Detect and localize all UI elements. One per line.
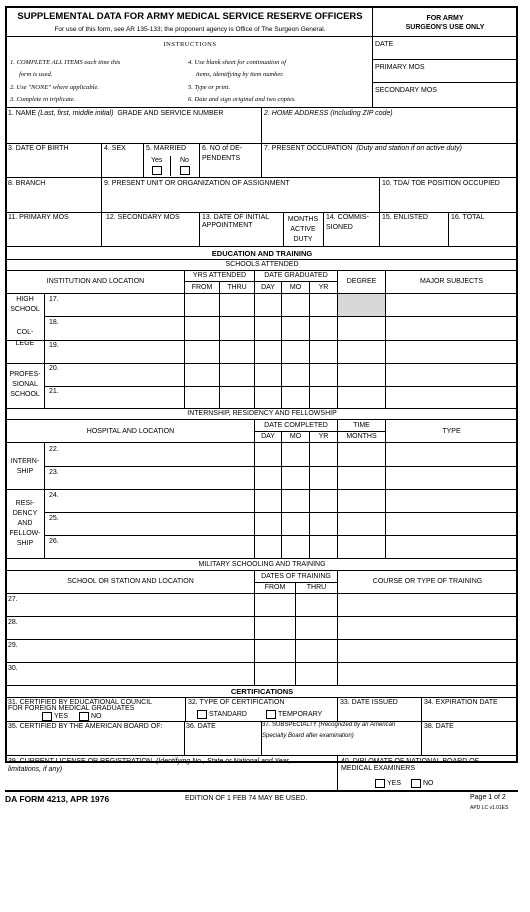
edition-note: EDITION OF 1 FEB 74 MAY BE USED. — [185, 795, 308, 802]
col-school-station: SCHOOL OR STATION AND LOCATION — [67, 578, 194, 585]
col-dates-of-training: DATES OF TRAINING — [261, 573, 331, 580]
months-active-duty-label-2: ACTIVE — [290, 226, 316, 233]
commissioned-field[interactable] — [324, 233, 378, 245]
row-19: 19. — [49, 342, 59, 349]
form-id: DA FORM 4213, APR 1976 — [5, 794, 110, 804]
sex-label: 4. SEX — [104, 145, 126, 152]
row-24: 24. — [49, 492, 59, 499]
residency-label-4: FELLOW- — [9, 530, 41, 537]
initial-appointment-label: 13. DATE OF INITIAL — [202, 214, 270, 221]
college-label: COL- — [16, 329, 34, 336]
ecfmg-label: 31. CERTIFIED BY EDUCATIONAL COUNCIL — [8, 699, 153, 706]
col-course: COURSE OR TYPE OF TRAINING — [372, 578, 483, 585]
col-thru: THRU — [227, 284, 247, 291]
license-hint: limitations, if any) — [8, 766, 63, 773]
date-issued-field[interactable] — [338, 708, 420, 720]
residency-label-2: DENCY — [12, 510, 38, 517]
date-issued-label: 33. DATE ISSUED — [340, 699, 398, 706]
board-date-field[interactable] — [185, 732, 260, 754]
row-28: 28. — [8, 619, 18, 626]
instruction-2: 2. Use "NONE" where applicable. — [10, 84, 99, 91]
row-27: 27. — [8, 596, 18, 603]
home-address-label: 2. HOME ADDRESS (Including ZIP code) — [264, 110, 393, 117]
row-18: 18. — [49, 319, 59, 326]
ecfmg-no-checkbox[interactable] — [79, 712, 89, 721]
american-board-label: 35. CERTIFIED BY THE AMERICAN BOARD OF: — [8, 723, 163, 730]
instructions-title: INSTRUCTIONS — [163, 41, 217, 48]
row-17: 17. — [49, 296, 59, 303]
standard-label: STANDARD — [209, 711, 247, 718]
total-field[interactable] — [449, 223, 516, 245]
professional-label-2: SIONAL — [12, 381, 38, 388]
expiration-date-label: 34. EXPIRATION DATE — [424, 699, 498, 706]
col-mil-from: FROM — [264, 584, 286, 591]
branch-field[interactable] — [7, 189, 101, 211]
col-mil-thru: THRU — [306, 584, 327, 591]
married-no-checkbox[interactable] — [180, 166, 190, 175]
col-time: TIME — [353, 422, 370, 429]
col-major-subjects: MAJOR SUBJECTS — [419, 278, 483, 285]
tda-toe-field[interactable] — [380, 189, 516, 211]
residency-label: RESI- — [15, 500, 35, 507]
schools-attended-title: SCHOOLS ATTENDED — [225, 261, 299, 268]
board-date-label: 36. DATE — [186, 723, 216, 730]
internship-title: INTERNSHIP, RESIDENCY AND FELLOWSHIP — [187, 410, 337, 417]
col-int-mo: MO — [289, 433, 302, 440]
unit-label: 9. PRESENT UNIT OR ORGANIZATION OF ASSIGNMENT — [104, 180, 290, 187]
ecfmg-no-label: NO — [91, 713, 102, 720]
subspecialty-field[interactable] — [262, 742, 420, 754]
subspecialty-date-field[interactable] — [422, 732, 516, 754]
instruction-4: 4. Use blank sheet for continuation of — [188, 59, 287, 66]
tda-toe-label: 10. TDA/ TOE POSITION OCCUPIED — [382, 180, 500, 187]
enlisted-label: 15. ENLISTED — [382, 214, 428, 221]
residency-label-3: AND — [17, 520, 33, 527]
months-active-duty-label-3: DUTY — [293, 236, 313, 243]
subspecialty-hint: Specialty Board after examination) — [262, 733, 354, 739]
temporary-label: TEMPORARY — [278, 711, 323, 718]
occupation-field[interactable] — [262, 154, 516, 176]
col-yrs-attended: YRS ATTENDED — [192, 272, 247, 279]
col-date-graduated: DATE GRADUATED — [264, 272, 328, 279]
professional-label-3: SCHOOL — [10, 391, 40, 398]
dob-field[interactable] — [7, 144, 101, 176]
degree-shaded-cell — [338, 294, 385, 316]
instruction-4-cont: items, identifying by item number. — [196, 71, 284, 78]
certifications-title: CERTIFICATIONS — [230, 687, 294, 696]
form-code: APD LC v1.01ES — [470, 805, 509, 811]
ecfmg-label-cont: FOR FOREIGN MEDICAL GRADUATES — [8, 705, 135, 712]
col-mo: MO — [289, 284, 302, 291]
surgeon-secondary-mos-label: SECONDARY MOS — [375, 87, 437, 94]
diplomate-label-cont: MEDICAL EXAMINERS — [341, 765, 416, 772]
standard-checkbox[interactable] — [197, 710, 207, 719]
col-months: MONTHS — [346, 433, 377, 440]
instruction-6: 6. Date and sign original and two copies. — [188, 96, 296, 103]
diplomate-no-checkbox[interactable] — [411, 779, 421, 788]
col-institution: INSTITUTION AND LOCATION — [46, 278, 145, 285]
college-label-2: LEGE — [15, 340, 35, 347]
commissioned-label: 14. COMMIS- — [326, 214, 369, 221]
secondary-mos-label: 12. SECONDARY MOS — [106, 214, 180, 221]
license-label: 39. CURRENT LICENSE OR REGISTRATION (Identifying No., State or National and Year, — [8, 758, 291, 765]
row-25: 25. — [49, 515, 59, 522]
col-int-day: DAY — [261, 433, 275, 440]
subspecialty-label: 37. SUBSPECIALTY (Recognized by an American — [262, 722, 396, 728]
internship-label: INTERN- — [10, 458, 40, 465]
name-label: 1. NAME (Last, first, middle initial) GRADE AND SERVICE NUMBER — [8, 110, 224, 117]
row-20: 20. — [49, 365, 59, 372]
diplomate-label: 40. DIPLOMATE OF NATIONAL BOARD OF — [341, 758, 479, 765]
instruction-3: 3. Complete in triplicate. — [10, 96, 76, 103]
branch-label: 8. BRANCH — [8, 180, 46, 187]
row-29: 29. — [8, 642, 18, 649]
dependents-label: 6. NO of DE- — [202, 145, 243, 152]
form-bottom-border — [5, 790, 518, 792]
form-subtitle: For use of this form, see AR 135-133; the proponent agency is Office of The Surgeon General. — [54, 26, 326, 33]
col-int-yr: YR — [318, 433, 329, 440]
row-21: 21. — [49, 388, 59, 395]
temporary-checkbox[interactable] — [266, 710, 276, 719]
married-label: 5. MARRIED — [146, 145, 187, 152]
instruction-5: 5. Type or print. — [188, 84, 230, 91]
high-school-label: HIGH — [16, 296, 34, 303]
col-yr: YR — [318, 284, 329, 291]
col-from: FROM — [191, 284, 213, 291]
page-number: Page 1 of 2 — [470, 794, 506, 801]
diplomate-no-label: NO — [423, 780, 434, 787]
unit-field[interactable] — [102, 189, 378, 211]
months-active-duty-label-1: MONTHS — [287, 216, 319, 223]
secondary-mos-field[interactable] — [102, 223, 198, 245]
col-day: DAY — [261, 284, 275, 291]
residency-label-5: SHIP — [16, 540, 34, 547]
internship-label-2: SHIP — [16, 468, 34, 475]
ecfmg-yes-checkbox[interactable] — [42, 712, 52, 721]
row-22: 22. — [49, 446, 59, 453]
ecfmg-yes-label: YES — [54, 713, 69, 720]
initial-appointment-label-cont: APPOINTMENT — [202, 222, 253, 229]
dependents-label-cont: PENDENTS — [202, 155, 241, 162]
diplomate-yes-checkbox[interactable] — [375, 779, 385, 788]
american-board-field[interactable] — [7, 732, 183, 754]
primary-mos-label: 11. PRIMARY MOS — [8, 214, 69, 221]
dob-label: 3. DATE OF BIRTH — [8, 145, 69, 152]
surgeon-use-label: FOR ARMY SURGEON'S USE ONLY — [405, 15, 485, 31]
married-yes-label: Yes — [151, 157, 163, 164]
row-30: 30. — [8, 665, 18, 672]
married-yes-checkbox[interactable] — [152, 166, 162, 175]
primary-mos-field[interactable] — [7, 223, 101, 245]
col-hospital: HOSPITAL AND LOCATION — [86, 428, 175, 435]
occupation-label: 7. PRESENT OCCUPATION (Duty and station if on active duty) — [264, 145, 463, 152]
expiration-date-field[interactable] — [422, 708, 516, 720]
row-23: 23. — [49, 469, 59, 476]
professional-label: PROFES- — [9, 371, 41, 378]
license-field[interactable] — [7, 775, 336, 789]
cert-type-label: 32. TYPE OF CERTIFICATION — [188, 699, 285, 706]
diplomate-yes-label: YES — [387, 780, 402, 787]
military-title: MILITARY SCHOOLING AND TRAINING — [198, 561, 326, 568]
instruction-1-cont: form is used. — [19, 71, 53, 78]
enlisted-field[interactable] — [380, 223, 447, 245]
surgeon-date-label: DATE — [375, 41, 394, 48]
col-degree: DEGREE — [346, 278, 377, 285]
surgeon-primary-mos-label: PRIMARY MOS — [375, 64, 425, 71]
education-title: EDUCATION AND TRAINING — [211, 249, 313, 258]
married-no-label: No — [180, 157, 189, 164]
total-label: 16. TOTAL — [451, 214, 485, 221]
sex-field[interactable] — [102, 144, 142, 176]
form-title: SUPPLEMENTAL DATA FOR ARMY MEDICAL SERVICE RESERVE OFFICERS — [17, 11, 363, 22]
row-26: 26. — [49, 538, 59, 545]
initial-appointment-field[interactable] — [200, 231, 282, 245]
instruction-1: 1. COMPLETE ALL ITEMS each time this — [10, 59, 121, 66]
commissioned-label-cont: SIONED — [326, 224, 353, 231]
dependents-field[interactable] — [200, 164, 260, 176]
high-school-label-2: SCHOOL — [10, 306, 40, 313]
subspecialty-date-label: 38. DATE — [424, 723, 454, 730]
col-date-completed: DATE COMPLETED — [264, 422, 328, 429]
col-type: TYPE — [442, 428, 461, 435]
